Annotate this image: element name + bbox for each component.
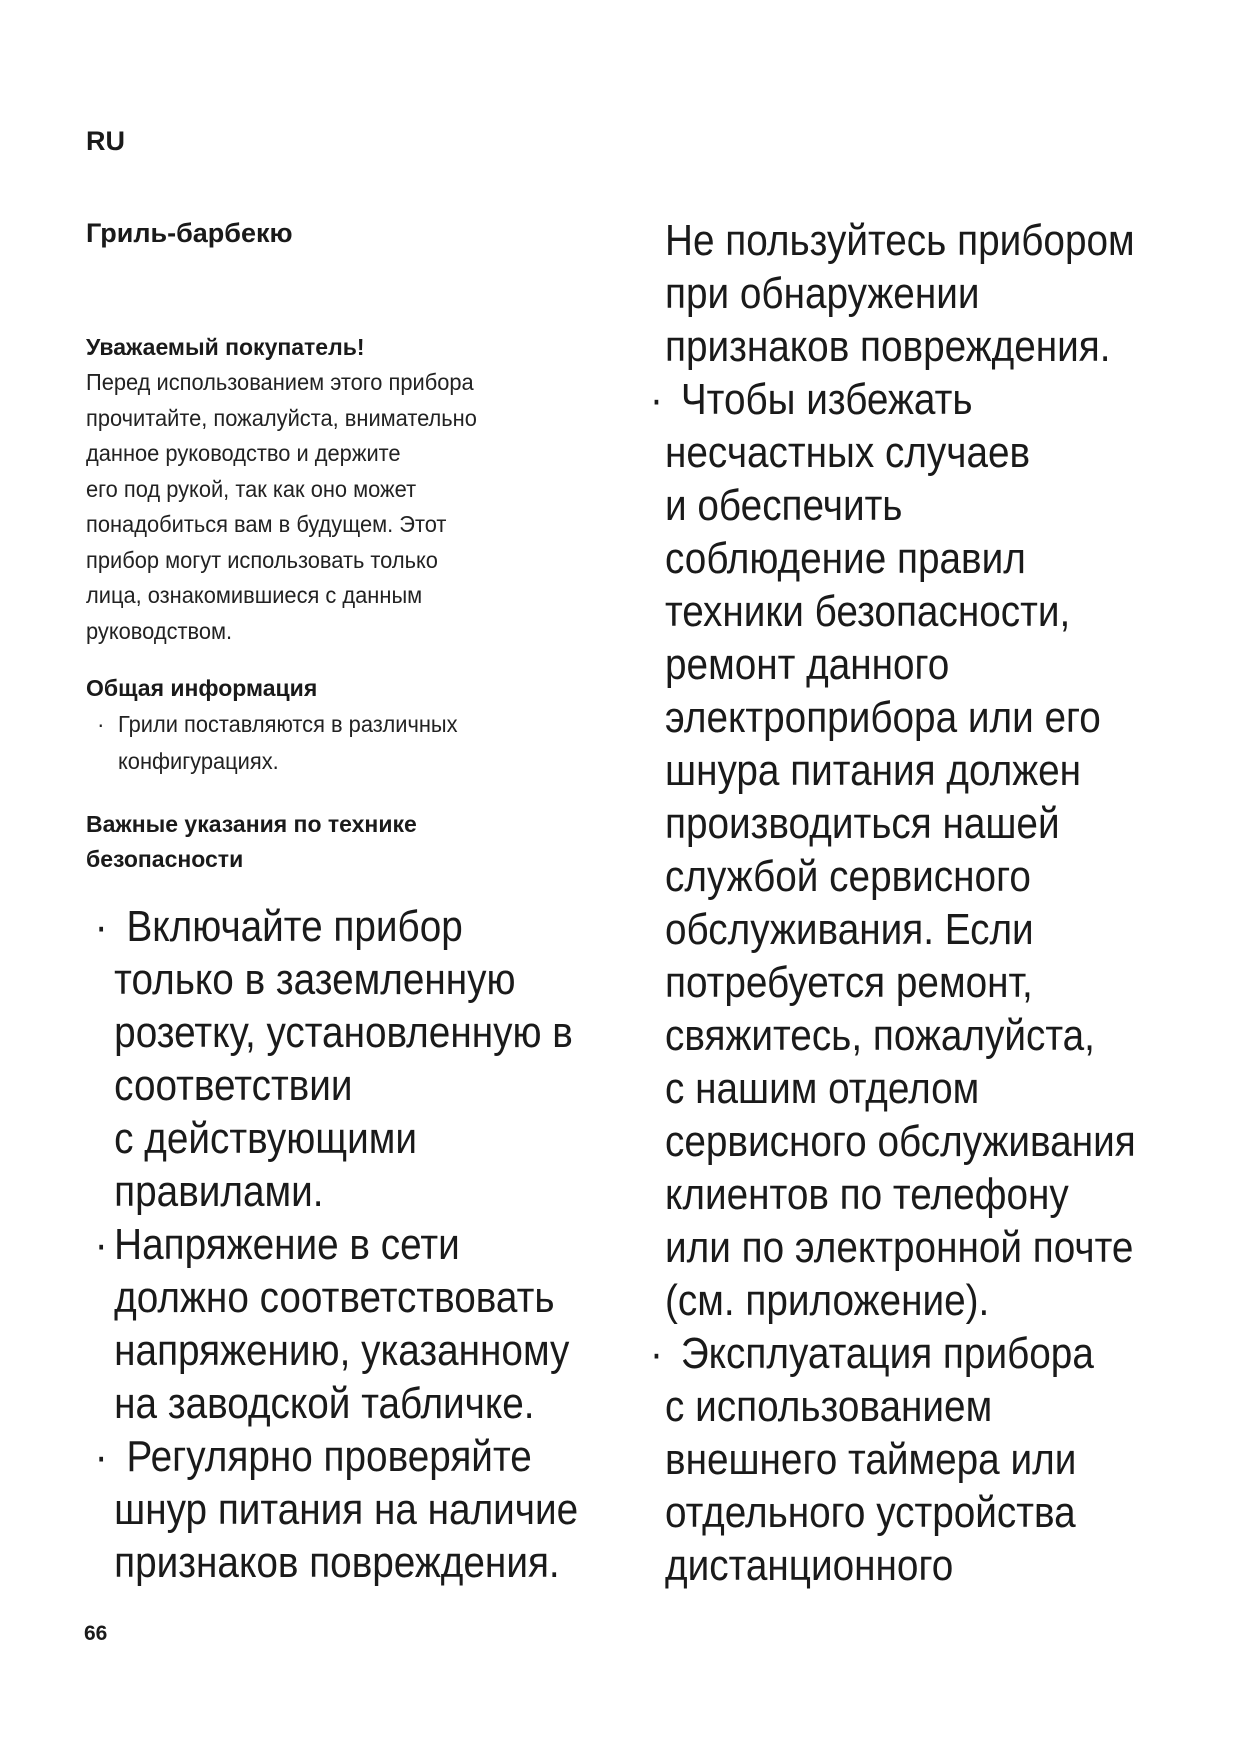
safety-line: или по электронной почте (665, 1223, 1134, 1272)
safety-heading-line2: безопасности (86, 846, 244, 872)
intro-heading: Уважаемый покупатель! (86, 334, 365, 360)
list-item (97, 706, 555, 743)
page-number: 66 (84, 1622, 108, 1645)
safety-line: несчастных случаев (665, 428, 1031, 477)
safety-line: обслуживания. Если (665, 905, 1034, 954)
safety-line: признаков повреждения. (114, 1538, 560, 1587)
safety-line: на заводской табличке. (114, 1379, 535, 1428)
safety-continuation (665, 214, 1135, 373)
safety-line (650, 1327, 1123, 1380)
safety-line: Включайте прибор (126, 902, 463, 951)
safety-line: службой сервисного (665, 852, 1031, 901)
safety-item-check-cord (86, 1430, 579, 1589)
safety-line: Регулярно проверяйте (126, 1432, 532, 1481)
general-info-list (86, 706, 606, 780)
intro-line: данное руководство и держите (86, 440, 401, 466)
safety-line: (см. приложение). (665, 1276, 990, 1325)
left-column-safety-list (86, 900, 646, 1589)
intro-paragraph (86, 365, 606, 649)
safety-line: должно соответствовать (114, 1273, 555, 1322)
safety-line: свяжитесь, пожалуйста, (665, 1011, 1095, 1060)
safety-line: и обеспечить (665, 481, 903, 530)
safety-line: соблюдение правил (665, 534, 1026, 583)
safety-line: при обнаружении (665, 269, 980, 318)
list-item-continuation (118, 743, 555, 780)
safety-line: ремонт данного (665, 640, 950, 689)
safety-line: производиться нашей (665, 799, 1060, 848)
intro-line: понадобиться вам в будущем. Этот (86, 511, 447, 537)
safety-item-external-timer (650, 1327, 1123, 1592)
right-column-safety-list (650, 214, 1136, 1592)
list-item-line: Грили поставляются в различных (118, 711, 458, 737)
bullet-icon: · (94, 902, 108, 951)
left-column-intro (86, 216, 606, 877)
safety-line: внешнего таймера или (665, 1435, 1077, 1484)
safety-line: розетку, установленную в (114, 1008, 573, 1057)
safety-line: техники безопасности, (665, 587, 1071, 636)
safety-line: напряжению, указанному (114, 1326, 570, 1375)
safety-item-grounded-socket (86, 900, 579, 1218)
safety-item-repair-service (650, 373, 1136, 1327)
safety-line: сервисного обслуживания (665, 1117, 1136, 1166)
safety-line (650, 373, 1123, 426)
safety-line: с нашим отделом (665, 1064, 980, 1113)
safety-line: с действующими (114, 1114, 417, 1163)
general-info-heading: Общая информация (86, 675, 318, 701)
intro-line: руководством. (86, 617, 233, 644)
language-code: RU (86, 126, 125, 156)
bullet-icon: · (650, 375, 663, 424)
list-item-line: конфигурациях. (118, 748, 279, 774)
bullet-icon: · (650, 1329, 663, 1378)
safety-line: Не пользуйтесь прибором (665, 216, 1135, 265)
bullet-icon: · (94, 1220, 108, 1269)
intro-line: Перед использованием этого прибора (86, 369, 474, 395)
safety-line: шнур питания на наличие (114, 1485, 579, 1534)
bullet-icon: · (94, 1432, 108, 1481)
safety-line: Напряжение в сети (114, 1220, 460, 1269)
safety-heading: Важные указания по технике (86, 811, 417, 837)
document-title: Гриль-барбекю (86, 218, 293, 248)
safety-line: дистанционного (665, 1541, 954, 1590)
safety-line: шнура питания должен (665, 746, 1082, 795)
safety-item-voltage (86, 1218, 579, 1430)
intro-line: лица, ознакомившиеся с данным (86, 582, 423, 608)
intro-line: прибор могут использовать только (86, 546, 438, 573)
bullet-icon: · (97, 711, 105, 737)
safety-line: клиентов по телефону (665, 1170, 1069, 1219)
safety-line-text: Чтобы избежать (680, 375, 973, 424)
safety-line: отдельного устройства (665, 1488, 1076, 1537)
safety-line: признаков повреждения. (665, 322, 1111, 371)
safety-line: правилами. (114, 1167, 324, 1216)
safety-line: только в заземленную (114, 955, 516, 1004)
safety-line: электроприбора или его (665, 693, 1101, 742)
intro-line: его под рукой, так как оно может (86, 475, 417, 502)
safety-line-text: Эксплуатация прибора (680, 1329, 1094, 1378)
safety-line: с использованием (665, 1382, 993, 1431)
intro-line: прочитайте, пожалуйста, внимательно (86, 404, 477, 431)
safety-line: потребуется ремонт, (665, 958, 1033, 1007)
safety-line: соответствии (114, 1061, 353, 1110)
